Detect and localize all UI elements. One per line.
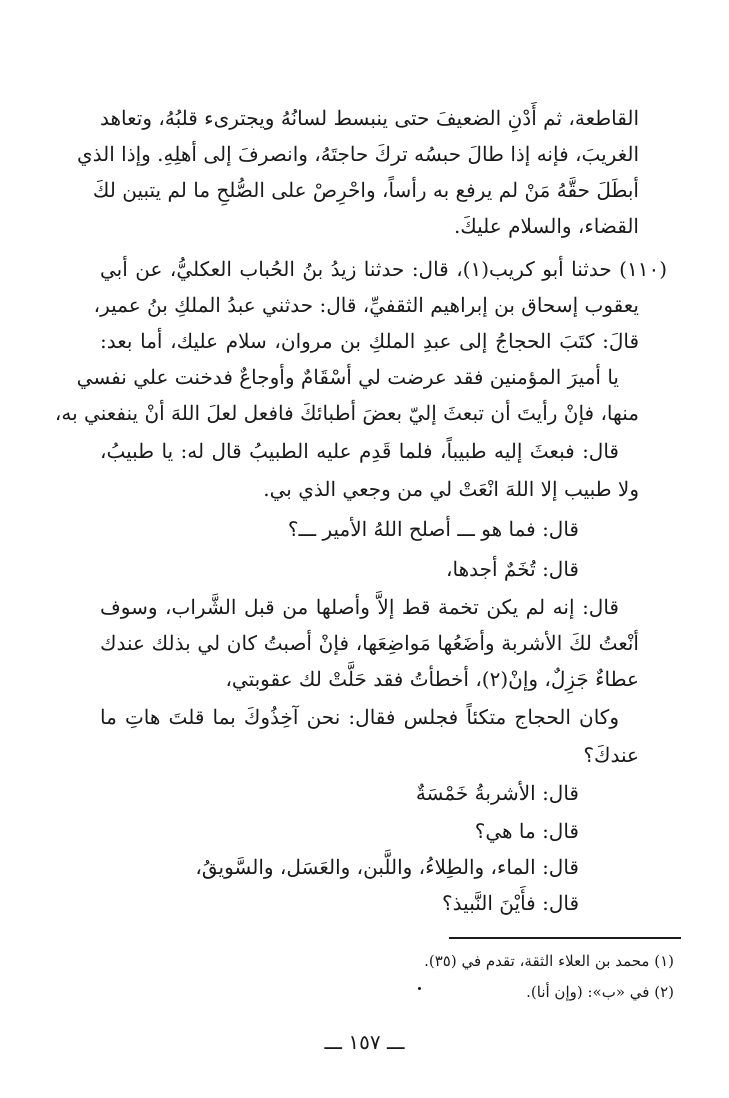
text-line: وكان الحجاج متكئاً فجلس فقال: نحن آخِذُوكَ بما قلتَ هاتِ ما xyxy=(100,705,619,729)
text-line: ولا طبيب إلا اللهَ انْعَتْ لي من وجعي الذي بي. xyxy=(263,477,639,501)
footnote-divider xyxy=(449,937,681,939)
text-line: منها، فإنْ رأيتَ أن تبعثَ إليّ بعضَ أطبائكَ فافعل لعلَ اللهَ أنْ ينفعني به، xyxy=(54,401,639,425)
text-line: قال: إنه لم يكن تخمة قط إلاَّ وأصلها من قبل الشَّراب، وسوف xyxy=(100,595,619,619)
text-line: قال: الماء، والطِلاءُ، واللَّبن، والعَسَل، والسَّويقُ، xyxy=(195,855,579,879)
hadith-opening-line: (١١٠) حدثنا أبو كريب(١)، قال: حدثنا زيدُ بنُ الحُباب العكليُّ، عن أبي xyxy=(100,257,668,281)
text-line: يعقوب إسحاق بن إبراهيم الثقفيِّ، قال: حدثني عبدُ الملكِ بنُ عمير، xyxy=(93,293,639,317)
text-line: يا أميرَ المؤمنين فقد عرضت لي أسْقَامٌ وأوجاعٌ فدخنت علي نفسي xyxy=(76,365,619,389)
text-line: قال: تُخَمٌ أجدها، xyxy=(446,557,579,581)
text-line: عندكَ؟ xyxy=(583,743,639,767)
text-line: قال: فبعثَ إليه طبيباً، فلما قَدِم عليه الطبيبُ قال له: يا طبيبُ، xyxy=(100,439,619,463)
text-line: قالَ: كتَبَ الحجاجُ إلى عبدِ الملكِ بن مروان، سلام عليك، أما بعد: xyxy=(100,329,640,353)
page-number: ـــ ١٥٧ ـــ xyxy=(324,1030,405,1054)
footnote: (٢) في «ب»: (وإن أنا). xyxy=(526,983,674,1001)
text-line: أبطَلَ حقَّهُ مَنْ لم يرفع به رأساً، واحْرِصْ على الصُّلحِ ما لم يتبين لكَ xyxy=(92,178,639,202)
text-line: القضاء، والسلام عليكَ. xyxy=(453,214,639,238)
footnote: (١) محمد بن العلاء الثقة، تقدم في (٣٥). xyxy=(424,952,674,970)
text-line: القاطعة، ثم أَدْنِ الضعيفَ حتى ينبسط لسانُهُ ويجترىء قلبُهُ، وتعاهد xyxy=(100,106,639,130)
text-line: عطاءٌ جَزِلٌ، وإنْ(٢)، أخطأتُ فقد حَلَّتْ لك عقوبتي، xyxy=(225,667,639,691)
text-line: قال: فما هو ـــ أصلح اللهُ الأمير ـــ؟ xyxy=(287,517,579,541)
text-line: الغريبَ، فإنه إذا طالَ حبسُه تركَ حاجتَهُ، وانصرفَ إلى أهلِهِ. وإذا الذي xyxy=(76,142,639,166)
text-line: قال: الأشربةُ خَمْسَةٌ xyxy=(415,781,579,805)
stray-dot xyxy=(418,987,421,990)
text-line: قال: ما هي؟ xyxy=(474,819,579,843)
text-line: أنْعتُ لكَ الأشربة وأضَعُها مَواضِعَها، فإنْ أصبتُ كان لي بذلك عندك xyxy=(100,631,639,655)
text-line: قال: فأَيْنَ النَّبيذ؟ xyxy=(442,891,579,915)
